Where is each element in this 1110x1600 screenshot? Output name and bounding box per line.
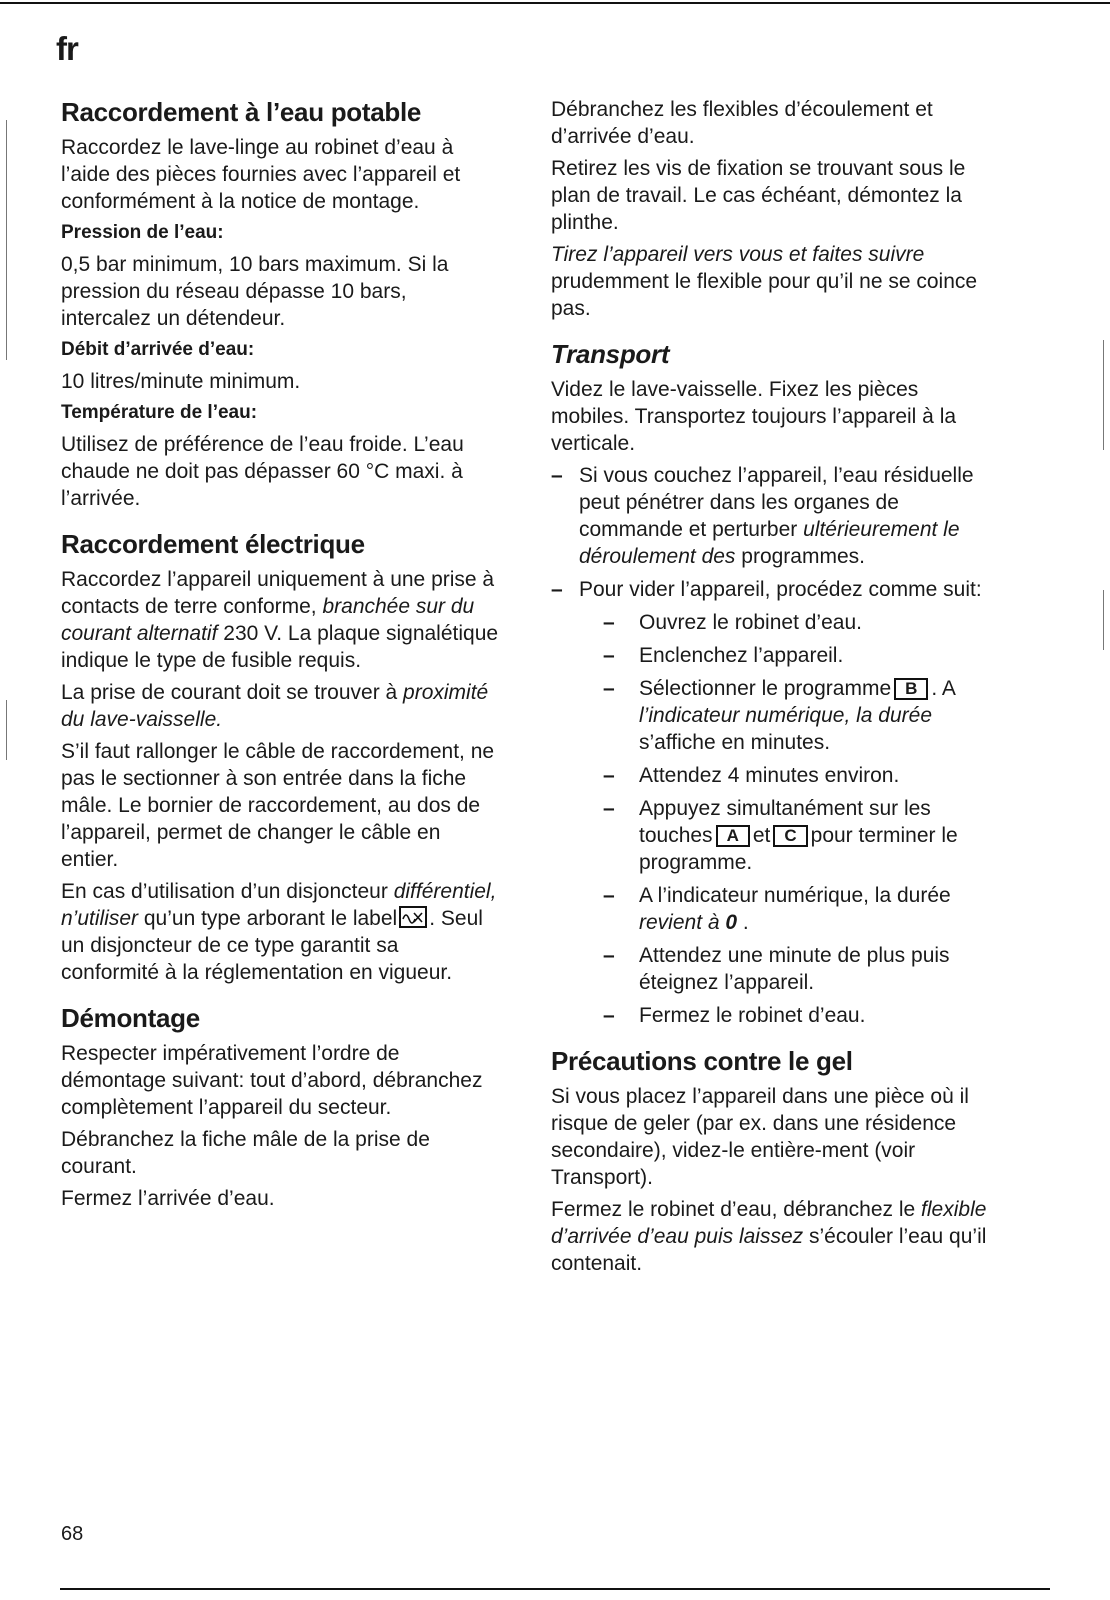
demontage-suite-1: Débranchez les flexibles d’écoulement et d’arrivée d’eau. bbox=[551, 98, 933, 148]
top-rule bbox=[0, 2, 1110, 4]
debit-label: Débit d’arrivée d’eau: bbox=[61, 339, 255, 360]
list-item: – Pour vider l’appareil, procédez comme suit: – Ouvrez le robinet d’eau. – Enclenchez l’appareil. – Sélectionner le programme B . A l’indicateur numérique, la durée s’affiche en minutes. – Attendez 4 minutes environ. – Appuyez simultanément sur les touches A et C pour terminer le programme. – A l’indicateur numérique, la durée revient à 0 . – Attendez une minute de plus puis éteignez l’appareil. – Fermez le robinet d’eau. bbox=[551, 576, 991, 1029]
list-item: – Sélectionner le programme B . A l’indicateur numérique, la durée s’affiche en minutes. bbox=[603, 675, 991, 756]
demontage-suite-3: Tirez l’appareil vers vous et faites suivre prudemment le flexible pour qu’il ne se coince pas. bbox=[551, 243, 978, 320]
section-title-demontage: Démontage bbox=[61, 1003, 200, 1033]
list-item: – Appuyez simultanément sur les touches A et C pour terminer le programme. bbox=[603, 795, 991, 876]
key-c: C bbox=[773, 825, 807, 847]
list-item: – Enclenchez l’appareil. bbox=[603, 642, 991, 669]
left-edge-mark bbox=[6, 700, 7, 760]
debit-text: 10 litres/minute minimum. bbox=[61, 370, 301, 393]
transport-list bbox=[551, 462, 991, 1029]
vidange-steps bbox=[579, 609, 991, 1029]
section-title-electrique: Raccordement électrique bbox=[61, 529, 365, 559]
right-column bbox=[551, 96, 991, 1282]
section-title-gel: Précautions contre le gel bbox=[551, 1046, 853, 1076]
demontage-paragraph-1: Respecter impérativement l’ordre de démontage suivant: tout d’abord, débranchez complètement l’appareil du secteur. bbox=[61, 1042, 483, 1119]
list-item: – Attendez 4 minutes environ. bbox=[603, 762, 991, 789]
left-column bbox=[61, 96, 501, 1217]
right-edge-mark bbox=[1103, 590, 1104, 650]
transport-intro: Videz le lave-vaisselle. Fixez les pièces mobiles. Transportez toujours l’appareil à la verticale. bbox=[551, 378, 957, 455]
list-item: – Fermez le robinet d’eau. bbox=[603, 1002, 991, 1029]
section-title-transport: Transport bbox=[551, 339, 670, 369]
digital-display-zero: 0 bbox=[725, 911, 738, 934]
pression-label: Pression de l’eau: bbox=[61, 222, 224, 243]
section-title-eau: Raccordement à l’eau potable bbox=[61, 97, 422, 127]
list-item: – A l’indicateur numérique, la durée revient à 0 . bbox=[603, 882, 991, 936]
demontage-paragraph-2: Débranchez la fiche mâle de la prise de courant. bbox=[61, 1128, 430, 1178]
list-item: – Attendez une minute de plus puis éteignez l’appareil. bbox=[603, 942, 991, 996]
elec-paragraph-1: Raccordez l’appareil uniquement à une prise à contacts de terre conforme, branchée sur du courant alternatif 230 V. La plaque signalétique indique le type de fusible requis. bbox=[61, 568, 499, 672]
right-edge-mark bbox=[1103, 340, 1104, 450]
pression-text: 0,5 bar minimum, 10 bars maximum. Si la pression du réseau dépasse 10 bars, intercalez un détendeur. bbox=[61, 253, 449, 330]
page-number: 68 bbox=[61, 1523, 84, 1545]
language-code: fr bbox=[56, 30, 78, 67]
list-item: – Ouvrez le robinet d’eau. bbox=[603, 609, 991, 636]
gel-paragraph-1: Si vous placez l’appareil dans une pièce où il risque de geler (par ex. dans une résidence secondaire), videz-le entière-ment (voir Transport). bbox=[551, 1085, 969, 1189]
temperature-label: Température de l’eau: bbox=[61, 402, 258, 423]
elec-paragraph-4: En cas d’utilisation d’un disjoncteur différentiel, n’utiliser qu’un type arborant le label . Seul un disjoncteur de ce type garantit sa conformité à la réglementation en vigueur. bbox=[61, 880, 497, 984]
elec-paragraph-3: S’il faut rallonger le câble de raccordement, ne pas le sectionner à son entrée dans la fiche mâle. Le bornier de raccordement, au dos de l’appareil, permet de changer le câble en entier. bbox=[61, 740, 495, 871]
demontage-suite-2: Retirez les vis de fixation se trouvant sous le plan de travail. Le cas échéant, démontez la plinthe. bbox=[551, 157, 966, 234]
differential-breaker-label-icon bbox=[399, 906, 427, 928]
elec-paragraph-2: La prise de courant doit se trouver à proximité du lave-vaisselle. bbox=[61, 681, 489, 731]
eau-intro: Raccordez le lave-linge au robinet d’eau à l’aide des pièces fournies avec l’appareil et conformément à la notice de montage. bbox=[61, 136, 461, 213]
list-item: – Si vous couchez l’appareil, l’eau résiduelle peut pénétrer dans les organes de commande et perturber ultérieurement le déroulement des programmes. bbox=[551, 462, 991, 570]
left-edge-mark bbox=[6, 120, 7, 360]
program-key-b: B bbox=[894, 678, 928, 700]
temperature-text: Utilisez de préférence de l’eau froide. L’eau chaude ne doit pas dépasser 60 °C maxi. à l’arrivée. bbox=[61, 433, 464, 510]
bottom-rule bbox=[60, 1588, 1050, 1590]
key-a: A bbox=[716, 825, 750, 847]
demontage-paragraph-3: Fermez l’arrivée d’eau. bbox=[61, 1187, 275, 1210]
gel-paragraph-2: Fermez le robinet d’eau, débranchez le flexible d’arrivée d’eau puis laissez s’écouler l’eau qu’il contenait. bbox=[551, 1198, 987, 1275]
